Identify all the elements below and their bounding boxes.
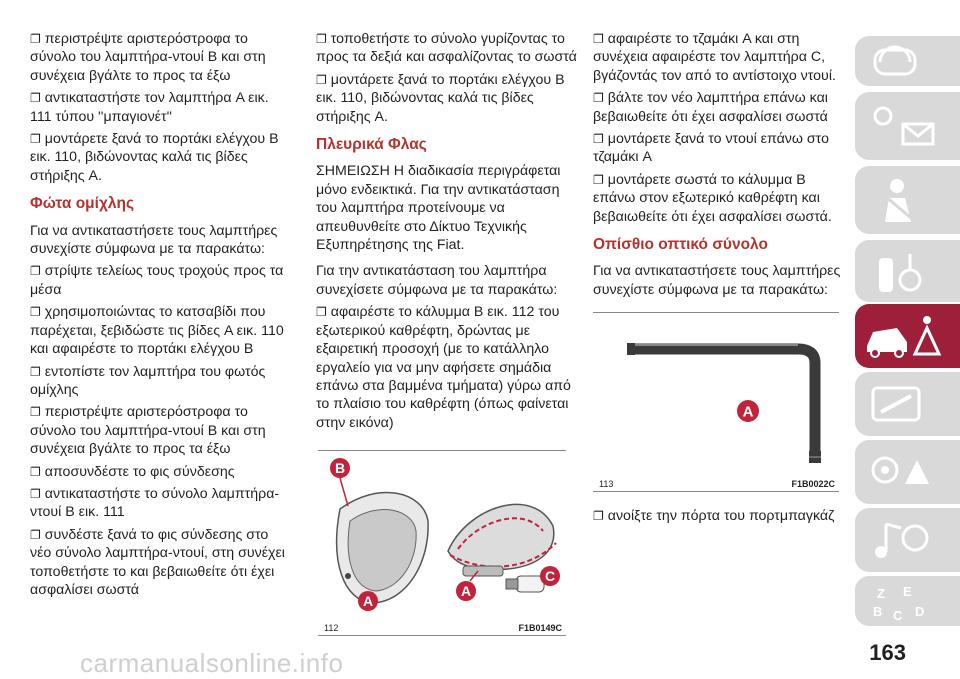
list-item: ❐ μοντάρετε ξανά το πορτάκι ελέγχου B εικ. 110, βιδώνοντας καλά τις βίδες στήριξης A. (316, 71, 565, 125)
list-item: ❐ εντοπίστε τον λαμπτήρα του φωτός ομίχλης (30, 363, 266, 398)
figure-112 (318, 450, 566, 636)
figure-code: F1B0149C (518, 623, 562, 633)
fuel-icon (855, 240, 960, 302)
list-item: ❐ αφαιρέστε το τζαμάκι A και στη συνέχεια αφαιρέστε τον λαμπτήρα C, βγάζοντάς τον από το αντίστοιχο ντουί. (593, 31, 836, 84)
callout-a-left (358, 591, 378, 611)
svg-text:A: A (742, 403, 754, 421)
svg-text:B: B (334, 460, 346, 476)
callout-a (737, 400, 759, 422)
figure-code: F1B0022C (791, 479, 835, 489)
list-item: ❐ ανοίξτε την πόρτα του πορτμπαγκάζ (593, 508, 835, 524)
svg-text:A: A (460, 583, 472, 599)
list-item: ❐ περιστρέψτε αριστερόστροφα το σύνολο του λαμπτήρα-ντουί B και στη συνέχεια βγάλτε το προς τα έξω (30, 404, 266, 458)
list-item: ❐ χρησιμοποιώντας το κατσαβίδι που παρέχεται, ξεβιδώστε τις βίδες A εικ. 110 και αφαιρέστε το πορτάκι ελέγχου B (30, 304, 284, 358)
index-icon (855, 576, 960, 626)
checkbox-bullet-icon: ❐ (316, 32, 327, 46)
checkbox-bullet-icon: ❐ (593, 172, 604, 187)
callout-c (540, 566, 560, 586)
wrench-illustration (593, 313, 839, 478)
checkbox-bullet-icon: ❐ (30, 132, 41, 147)
tab-warning-lights[interactable] (855, 92, 960, 160)
checkbox-bullet-icon: ❐ (30, 364, 41, 379)
list-item: ❐ μοντάρετε ξανά το ντουί επάνω στο τζαμάκι A (593, 131, 829, 166)
checkbox-bullet-icon: ❐ (593, 509, 604, 523)
tab-dashboard[interactable] (855, 36, 960, 86)
checkbox-bullet-icon: ❐ (593, 132, 604, 147)
svg-text:C: C (893, 608, 903, 623)
column-3 (593, 30, 849, 303)
callout-b (330, 458, 350, 478)
list-item: ❐ τοποθετήστε το σύνολο γυρίζοντας το προς τα δεξιά και ασφαλίζοντας το σωστά (316, 31, 577, 66)
emergency-car-icon (855, 304, 960, 368)
list-item: ❐ συνδέστε ξανά το φις σύνδεσης στο νέο σύνολο λαμπτήρα-ντουί, στη συνέχει τοποθετήστε το και βεβαιωθείτε ότι έχει ασφαλίσει σωστά (30, 526, 285, 598)
multimedia-icon (855, 508, 960, 572)
section-heading: Φώτα ομίχλης (30, 195, 135, 213)
section-heading: Πλευρικά Φλας (316, 136, 427, 154)
checkbox-bullet-icon: ❐ (30, 264, 41, 279)
svg-text:D: D (915, 604, 925, 619)
tab-multimedia[interactable] (855, 508, 960, 572)
tab-fuel[interactable] (855, 240, 960, 302)
figure-number: 112 (324, 623, 339, 633)
checkbox-bullet-icon: ❐ (30, 305, 41, 320)
dashboard-icon (855, 36, 960, 86)
list-item: ❐ βάλτε τον νέο λαμπτήρα επάνω και βεβαιωθείτε ότι έχει ασφαλίσει σωστά (593, 90, 828, 125)
tab-service[interactable] (855, 372, 960, 436)
checkbox-bullet-icon: ❐ (30, 464, 41, 479)
checkbox-bullet-icon: ❐ (30, 32, 41, 46)
watermark: carmanualsonline.info (80, 648, 344, 678)
figure-number: 113 (599, 479, 614, 489)
seat-belt-icon (855, 166, 960, 234)
list-item: ❐ αντικαταστήστε το σύνολο λαμπτήρα-ντουί B εικ. 111 (30, 485, 280, 521)
svg-text:E: E (903, 584, 912, 599)
list-item: ❐ αντικαταστήστε τον λαμπτήρα A εικ. 111 τύπου ''μπαγιονέτ'' (30, 90, 269, 125)
list-item: ❐ μοντάρετε σωστά το κάλυμμα B επάνω στον εξωτερικό καθρέφτη και βεβαιωθείτε ότι έχει ασφαλίσει σωστά. (593, 171, 832, 225)
note-text: ΣΗΜΕΙΩΣΗ Η διαδικασία περιγράφεται μόνο ενδεικτικά. Για την αντικατάσταση του λαμπτήρα προτείνουμε να απευθυνθείτε στο Δίκτυο Τεχνικής Εξυπηρέτησης της Fiat. (316, 163, 561, 254)
checkbox-bullet-icon: ❐ (30, 486, 41, 501)
column-1 (30, 30, 292, 603)
checkbox-bullet-icon: ❐ (30, 527, 41, 542)
svg-text:C: C (544, 568, 556, 584)
checkbox-bullet-icon: ❐ (316, 305, 327, 320)
intro-text: Για να αντικαταστήσετε τους λαμπτήρες συνεχίστε σύμφωνα με τα παρακάτω: (593, 263, 841, 298)
tab-specs[interactable] (855, 440, 960, 504)
checkbox-bullet-icon: ❐ (30, 405, 41, 420)
checkbox-bullet-icon: ❐ (593, 91, 604, 106)
list-item: ❐ αφαιρέστε το κάλυμμα B εικ. 112 του εξωτερικού καθρέφτη, δρώντας με εξαιρετική προσοχή (με το κατάλληλο εργαλείο για να μην αφήσετε σημάδια επάνω στα βαμμένα τμήματα) γύρω από το πλαίσιο του καθρέφτη (όπως φαίνεται στην εικόνα) (316, 304, 571, 431)
list-item: ❐ στρίψτε τελείως τους τροχούς προς τα μέσα (30, 263, 284, 298)
mirror-illustration (318, 451, 566, 621)
checkbox-bullet-icon: ❐ (30, 91, 41, 106)
svg-text:Z: Z (877, 586, 885, 601)
list-item: ❐ μοντάρετε ξανά το πορτάκι ελέγχου B εικ. 110, βιδώνοντας καλά τις βίδες στήριξης A. (30, 131, 279, 184)
figure-113 (593, 312, 839, 492)
section-heading: Οπίσθιο οπτικό σύνολο (593, 236, 768, 254)
callout-a-right (456, 581, 476, 601)
list-item: ❐ αποσυνδέστε το φις σύνδεσης (30, 463, 235, 480)
tab-index[interactable] (855, 576, 960, 626)
column-2 (316, 30, 578, 436)
service-wrench-icon (855, 372, 960, 436)
checkbox-bullet-icon: ❐ (316, 72, 327, 87)
page-number: 163 (869, 640, 906, 665)
list-item: ❐ περιστρέψτε αριστερόστροφα το σύνολο του λαμπτήρα-ντουί B και στη συνέχεια βγάλτε το προς τα έξω (30, 31, 266, 84)
tab-emergency[interactable] (855, 304, 960, 368)
warning-lights-icon (855, 92, 960, 160)
specs-icon (855, 440, 960, 504)
svg-text:A: A (362, 593, 374, 609)
intro-text: Για την αντικατάσταση του λαμπτήρα συνεχίσετε σύμφωνα με τα παρακάτω: (316, 263, 558, 298)
svg-text:B: B (873, 604, 883, 619)
tab-seat-belt[interactable] (855, 166, 960, 234)
intro-text: Για να αντικαταστήσετε τους λαμπτήρες συνεχίστε σύμφωνα με τα παρακάτω: (30, 222, 278, 258)
checkbox-bullet-icon: ❐ (593, 32, 604, 46)
